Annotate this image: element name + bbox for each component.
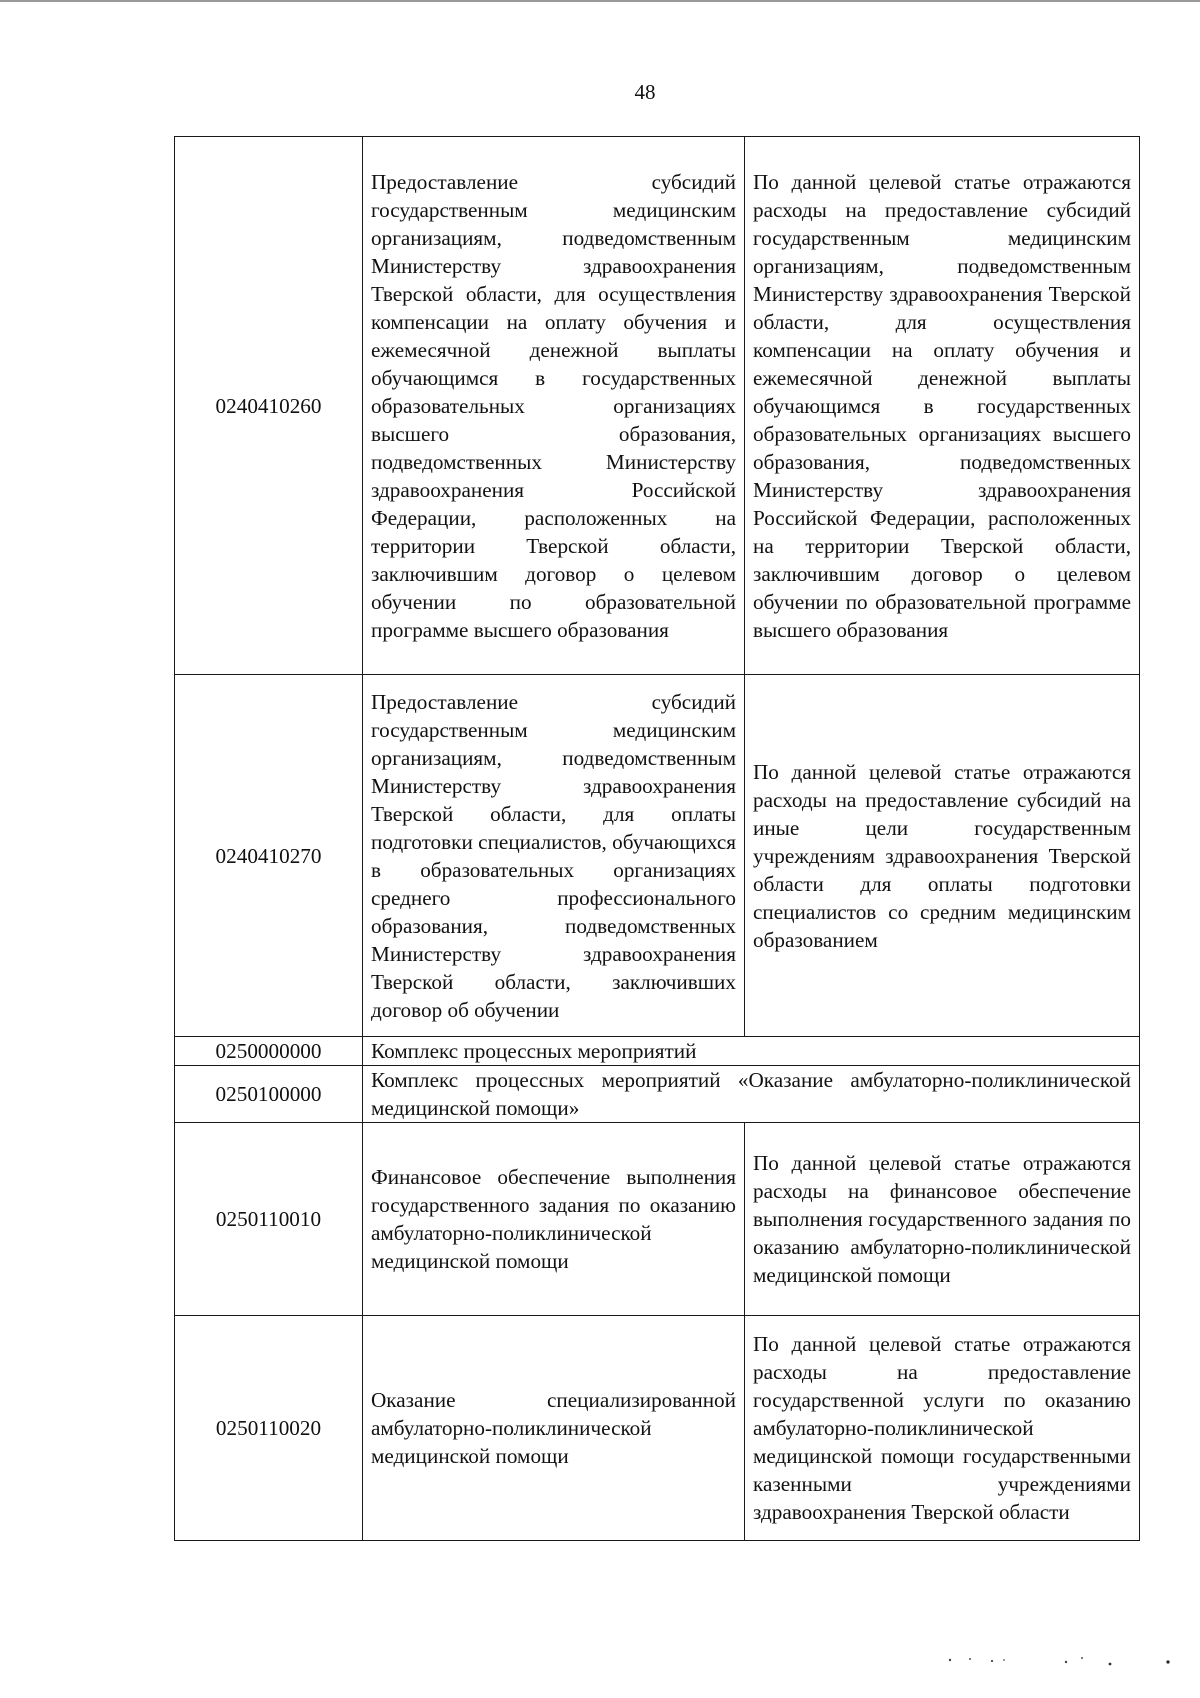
target-code-cell: 0240410260 bbox=[175, 137, 363, 675]
table-row bbox=[175, 1066, 1140, 1123]
target-description-cell: По данной целевой статье отражаются расходы на предоставление субсидий на иные цели государственным учреждениям здравоохранения Тверской области для оплаты подготовки специалистов со средним медицинским образованием bbox=[745, 675, 1140, 1037]
table-row bbox=[175, 1037, 1140, 1066]
target-name-cell: Комплекс процессных мероприятий bbox=[363, 1037, 1140, 1066]
top-edge-rule bbox=[0, 0, 1200, 2]
budget-classification-table bbox=[174, 136, 1140, 1541]
table-row bbox=[175, 137, 1140, 675]
target-name-cell: Предоставление субсидий государственным медицинским организациям, подведомственным Министерству здравоохранения Тверской области, для оплаты подготовки специалистов, обучающихся в образовательных организациях среднего профессионального образования, подведомственных Министерству здравоохранения Тверской области, заключивших договор об обучении bbox=[363, 675, 745, 1037]
target-name-cell: Финансовое обеспечение выполнения государственного задания по оказанию амбулаторно-поликлинической медицинской помощи bbox=[363, 1123, 745, 1316]
target-name-cell: Комплекс процессных мероприятий «Оказание амбулаторно-поликлинической медицинской помощи» bbox=[363, 1066, 1140, 1123]
table-row bbox=[175, 1316, 1140, 1541]
target-code-cell: 0250110020 bbox=[175, 1316, 363, 1541]
table-row bbox=[175, 1123, 1140, 1316]
scan-specks bbox=[940, 1640, 1180, 1670]
target-name-cell: Предоставление субсидий государственным медицинским организациям, подведомственным Министерству здравоохранения Тверской области, для осуществления компенсации на оплату обучения и ежемесячной денежной выплаты обучающимся в государственных образовательных организациях высшего образования, подведомственных Министерству здравоохранения Российской Федерации, расположенных на территории Тверской области, заключившим договор о целевом обучении по образовательной программе высшего образования bbox=[363, 137, 745, 675]
target-description-cell: По данной целевой статье отражаются расходы на предоставление государственной услуги по оказанию амбулаторно-поликлинической медицинской помощи государственными казенными учреждениями здравоохранения Тверской области bbox=[745, 1316, 1140, 1541]
table-row bbox=[175, 675, 1140, 1037]
target-description-cell: По данной целевой статье отражаются расходы на финансовое обеспечение выполнения государственного задания по оказанию амбулаторно-поликлинической медицинской помощи bbox=[745, 1123, 1140, 1316]
target-description-cell: По данной целевой статье отражаются расходы на предоставление субсидий государственным медицинским организациям, подведомственным Министерству здравоохранения Тверской области, для осуществления компенсации на оплату обучения и ежемесячной денежной выплаты обучающимся в государственных образовательных организациях высшего образования, подведомственных Министерству здравоохранения Российской Федерации, расположенных на территории Тверской области, заключившим договор о целевом обучении по образовательной программе высшего образования bbox=[745, 137, 1140, 675]
target-code-cell: 0250000000 bbox=[175, 1037, 363, 1066]
target-name-cell: Оказание специализированной амбулаторно-поликлинической медицинской помощи bbox=[363, 1316, 745, 1541]
target-code-cell: 0240410270 bbox=[175, 675, 363, 1037]
page-number: 48 bbox=[634, 80, 656, 104]
target-code-cell: 0250110010 bbox=[175, 1123, 363, 1316]
target-code-cell: 0250100000 bbox=[175, 1066, 363, 1123]
